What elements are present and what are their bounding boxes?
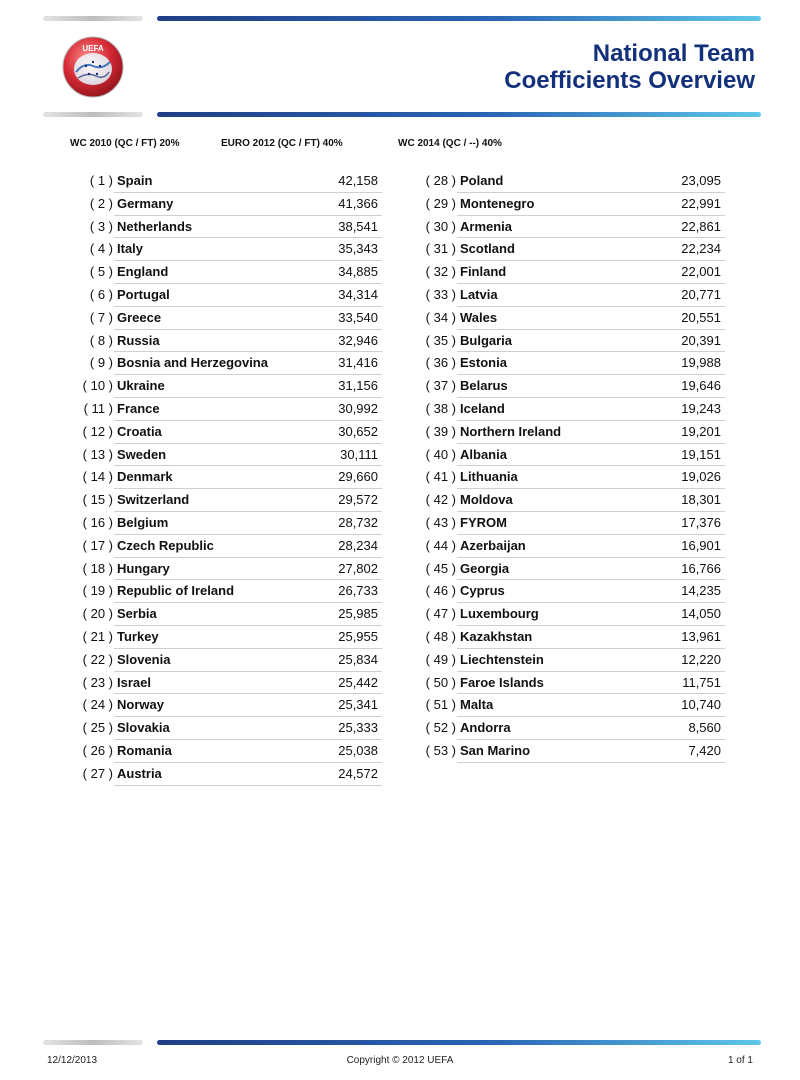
ranking-position: ( 43 ) <box>425 514 456 530</box>
ranking-row-line <box>457 626 725 649</box>
ranking-row-line <box>114 216 382 239</box>
ranking-row-line <box>114 375 382 398</box>
country-name: Bosnia and Herzegovina <box>117 355 268 371</box>
ranking-position: ( 49 ) <box>425 651 456 667</box>
ranking-row <box>415 352 725 375</box>
ranking-row <box>415 489 725 512</box>
country-name: Portugal <box>117 286 170 302</box>
ranking-row-line <box>114 694 382 717</box>
ranking-position: ( 16 ) <box>82 514 113 530</box>
ranking-position: ( 6 ) <box>89 286 113 302</box>
coefficient-value: 34,314 <box>338 286 378 302</box>
footer-divider-blue <box>157 1040 761 1045</box>
ranking-row <box>72 398 382 421</box>
ranking-position: ( 15 ) <box>82 492 113 508</box>
ranking-row <box>415 170 725 193</box>
coefficient-value: 20,771 <box>681 286 721 302</box>
country-name: Germany <box>117 195 174 211</box>
ranking-position: ( 13 ) <box>82 446 113 462</box>
ranking-row <box>72 558 382 581</box>
coefficient-value: 22,001 <box>681 264 721 280</box>
ranking-row <box>415 375 725 398</box>
ranking-column-right <box>415 170 725 763</box>
ranking-position: ( 32 ) <box>425 264 456 280</box>
country-name: Moldova <box>460 492 513 508</box>
ranking-row-line <box>114 352 382 375</box>
country-name: San Marino <box>460 742 531 758</box>
ranking-row-line <box>114 193 382 216</box>
ranking-row-line <box>457 694 725 717</box>
ranking-position: ( 7 ) <box>89 309 113 325</box>
country-name: Faroe Islands <box>460 674 544 690</box>
ranking-position: ( 44 ) <box>425 537 456 553</box>
ranking-row <box>415 603 725 626</box>
ranking-row-line <box>114 444 382 467</box>
coefficient-value: 23,095 <box>681 173 721 188</box>
ranking-row-line <box>114 238 382 261</box>
country-name: Poland <box>460 173 504 188</box>
country-name: Malta <box>460 697 494 713</box>
ranking-row-line <box>114 626 382 649</box>
coefficient-value: 25,038 <box>338 742 378 758</box>
ranking-row-line <box>457 170 725 193</box>
country-name: Sweden <box>117 446 167 462</box>
ranking-row-line <box>457 375 725 398</box>
ranking-row <box>415 535 725 558</box>
ranking-row <box>415 398 725 421</box>
ranking-row-line <box>114 512 382 535</box>
ranking-position: ( 35 ) <box>425 332 456 348</box>
country-name: Switzerland <box>117 492 190 508</box>
ranking-position: ( 31 ) <box>425 241 456 257</box>
country-name: Turkey <box>117 628 159 644</box>
ranking-row <box>72 672 382 695</box>
ranking-row <box>415 466 725 489</box>
ranking-row <box>72 603 382 626</box>
ranking-row <box>415 216 725 239</box>
ranking-row-line <box>457 261 725 284</box>
coefficient-value: 24,572 <box>338 765 378 781</box>
coefficient-value: 31,416 <box>338 355 378 371</box>
ranking-row <box>415 284 725 307</box>
weight-euro2012: EURO 2012 (QC / FT) 40% <box>221 138 343 149</box>
coefficient-value: 25,341 <box>338 697 378 713</box>
coefficient-value: 25,955 <box>338 628 378 644</box>
ranking-row <box>415 672 725 695</box>
coefficient-value: 27,802 <box>338 560 378 576</box>
ranking-position: ( 42 ) <box>425 492 456 508</box>
coefficient-value: 22,861 <box>681 218 721 234</box>
coefficient-value: 25,985 <box>338 606 378 622</box>
ranking-position: ( 34 ) <box>425 309 456 325</box>
ranking-row-line <box>457 717 725 740</box>
ranking-row <box>415 558 725 581</box>
ranking-row-line <box>457 193 725 216</box>
ranking-row <box>415 330 725 353</box>
ranking-position: ( 30 ) <box>425 218 456 234</box>
country-name: Wales <box>460 309 498 325</box>
country-name: Armenia <box>460 218 513 234</box>
footer-divider-grey <box>43 1040 143 1045</box>
ranking-row <box>72 580 382 603</box>
ranking-row-line <box>457 740 725 763</box>
ranking-row-line <box>114 649 382 672</box>
country-name: Albania <box>460 446 507 462</box>
ranking-position: ( 1 ) <box>89 173 113 188</box>
ranking-row-line <box>114 466 382 489</box>
coefficient-value: 10,740 <box>681 697 721 713</box>
ranking-position: ( 19 ) <box>82 583 113 599</box>
coefficient-value: 19,151 <box>681 446 721 462</box>
ranking-row-line <box>114 603 382 626</box>
country-name: Azerbaijan <box>460 537 526 553</box>
country-name: Montenegro <box>460 195 535 211</box>
ranking-row <box>415 626 725 649</box>
ranking-row-line <box>457 603 725 626</box>
coefficient-value: 16,901 <box>681 537 721 553</box>
ranking-row <box>72 512 382 535</box>
ranking-position: ( 27 ) <box>82 765 113 781</box>
ranking-position: ( 5 ) <box>89 264 113 280</box>
coefficient-value: 28,234 <box>338 537 378 553</box>
country-name: Russia <box>117 332 160 348</box>
coefficient-value: 11,751 <box>682 674 721 690</box>
country-name: Israel <box>117 674 151 690</box>
country-name: Scotland <box>460 241 515 257</box>
ranking-row <box>415 694 725 717</box>
country-name: Finland <box>460 264 507 280</box>
logo-text: UEFA <box>82 44 104 53</box>
ranking-row-line <box>457 421 725 444</box>
coefficient-value: 30,652 <box>338 423 378 439</box>
ranking-position: ( 20 ) <box>82 606 113 622</box>
weight-wc2014: WC 2014 (QC / --) 40% <box>398 138 502 149</box>
ranking-row <box>415 421 725 444</box>
ranking-row <box>415 740 725 763</box>
ranking-row <box>72 626 382 649</box>
coefficient-value: 28,732 <box>338 514 378 530</box>
ranking-position: ( 12 ) <box>82 423 113 439</box>
ranking-row <box>72 740 382 763</box>
country-name: Slovakia <box>117 720 170 736</box>
coefficient-value: 38,541 <box>338 218 378 234</box>
ranking-row <box>72 717 382 740</box>
coefficient-value: 17,376 <box>681 514 721 530</box>
ranking-position: ( 41 ) <box>425 469 456 485</box>
ranking-position: ( 23 ) <box>82 674 113 690</box>
ranking-row-line <box>457 238 725 261</box>
footer-date: 12/12/2013 <box>47 1055 98 1066</box>
ranking-row <box>72 330 382 353</box>
ranking-row-line <box>114 580 382 603</box>
coefficient-value: 12,220 <box>681 651 721 667</box>
ranking-position: ( 26 ) <box>82 742 113 758</box>
ranking-row-line <box>114 421 382 444</box>
country-name: Latvia <box>460 286 498 302</box>
country-name: Czech Republic <box>117 537 214 553</box>
ranking-row-line <box>457 398 725 421</box>
coefficient-value: 16,766 <box>681 560 721 576</box>
ranking-row-line <box>114 307 382 330</box>
page-title-line-2: Coefficients Overview <box>504 67 755 94</box>
country-name: Belarus <box>460 378 508 394</box>
coefficient-value: 13,961 <box>681 628 721 644</box>
ranking-position: ( 4 ) <box>89 241 113 257</box>
coefficient-value: 8,560 <box>688 720 721 736</box>
coefficient-value: 32,946 <box>338 332 378 348</box>
ranking-row-line <box>457 307 725 330</box>
ranking-row <box>72 489 382 512</box>
ranking-position: ( 3 ) <box>89 218 113 234</box>
ranking-row <box>72 763 382 786</box>
ranking-row <box>72 193 382 216</box>
ranking-position: ( 25 ) <box>82 720 113 736</box>
country-name: Serbia <box>117 606 157 622</box>
ranking-row-line <box>114 535 382 558</box>
ranking-row-line <box>457 672 725 695</box>
ranking-row-line <box>457 535 725 558</box>
country-name: Italy <box>117 241 144 257</box>
country-name: Austria <box>117 765 162 781</box>
country-name: Netherlands <box>117 218 193 234</box>
country-name: Denmark <box>117 469 173 485</box>
country-name: Croatia <box>117 423 162 439</box>
ranking-row <box>72 649 382 672</box>
footer-copyright: Copyright © 2012 UEFA <box>346 1055 454 1066</box>
ranking-row <box>415 261 725 284</box>
ranking-position: ( 21 ) <box>82 628 113 644</box>
country-name: England <box>117 264 169 280</box>
coefficient-value: 35,343 <box>338 241 378 257</box>
ranking-row <box>72 284 382 307</box>
country-name: Estonia <box>460 355 507 371</box>
country-name: Andorra <box>460 720 511 736</box>
ranking-position: ( 50 ) <box>425 674 456 690</box>
coefficient-value: 7,420 <box>688 742 721 758</box>
ranking-row-line <box>457 352 725 375</box>
ranking-position: ( 33 ) <box>425 286 456 302</box>
coefficient-value: 19,201 <box>681 423 721 439</box>
coefficient-value: 31,156 <box>338 378 378 394</box>
ranking-position: ( 24 ) <box>82 697 113 713</box>
country-name: Slovenia <box>117 651 171 667</box>
ranking-row <box>415 512 725 535</box>
country-name: Iceland <box>460 400 505 416</box>
ranking-position: ( 8 ) <box>89 332 113 348</box>
coefficient-value: 25,834 <box>338 651 378 667</box>
ranking-row-line <box>457 558 725 581</box>
ranking-position: ( 45 ) <box>425 560 456 576</box>
footer-page-number: 1 of 1 <box>727 1055 753 1066</box>
ranking-column-left <box>72 170 382 786</box>
ranking-row-line <box>114 763 382 786</box>
ranking-row-line <box>114 170 382 193</box>
country-name: Hungary <box>117 560 170 576</box>
coefficient-value: 18,301 <box>681 492 721 508</box>
ranking-row-line <box>457 649 725 672</box>
coefficient-value: 19,988 <box>681 355 721 371</box>
ranking-row <box>415 580 725 603</box>
ranking-position: ( 48 ) <box>425 628 456 644</box>
ranking-row-line <box>457 466 725 489</box>
ranking-position: ( 9 ) <box>89 355 113 371</box>
country-name: Georgia <box>460 560 510 576</box>
country-name: Northern Ireland <box>460 423 562 439</box>
country-name: Lithuania <box>460 469 518 485</box>
coefficient-value: 29,572 <box>338 492 378 508</box>
ranking-position: ( 38 ) <box>425 400 456 416</box>
ranking-position: ( 2 ) <box>89 195 113 211</box>
country-name: Liechtenstein <box>460 651 544 667</box>
country-name: Ukraine <box>117 378 165 394</box>
section-divider-blue <box>157 112 761 117</box>
ranking-position: ( 17 ) <box>82 537 113 553</box>
ranking-row <box>415 193 725 216</box>
country-name: Spain <box>117 173 153 188</box>
ranking-position: ( 39 ) <box>425 423 456 439</box>
ranking-row <box>72 352 382 375</box>
ranking-position: ( 53 ) <box>425 742 456 758</box>
country-name: Romania <box>117 742 172 758</box>
ranking-row-line <box>114 261 382 284</box>
ranking-row <box>415 307 725 330</box>
country-name: Norway <box>117 697 164 713</box>
coefficient-value: 26,733 <box>338 583 378 599</box>
weight-wc2010: WC 2010 (QC / FT) 20% <box>70 138 180 149</box>
coefficient-value: 19,646 <box>681 378 721 394</box>
country-name: Belgium <box>117 514 169 530</box>
ranking-row <box>415 717 725 740</box>
ranking-row-line <box>114 489 382 512</box>
country-name: FYROM <box>460 514 507 530</box>
ranking-position: ( 28 ) <box>425 173 456 188</box>
coefficient-value: 19,243 <box>681 400 721 416</box>
country-name: Republic of Ireland <box>117 583 235 599</box>
coefficient-value: 20,391 <box>681 332 721 348</box>
coefficient-value: 30,992 <box>338 400 378 416</box>
section-divider-grey <box>43 112 143 117</box>
ranking-row <box>72 694 382 717</box>
ranking-position: ( 51 ) <box>425 697 456 713</box>
ranking-position: ( 11 ) <box>83 400 113 416</box>
uefa-logo-icon <box>62 36 124 98</box>
ranking-position: ( 10 ) <box>82 378 113 394</box>
coefficient-value: 25,333 <box>338 720 378 736</box>
ranking-row <box>72 535 382 558</box>
ranking-row <box>415 649 725 672</box>
ranking-row <box>72 375 382 398</box>
ranking-position: ( 29 ) <box>425 195 456 211</box>
ranking-position: ( 22 ) <box>82 651 113 667</box>
ranking-row <box>72 216 382 239</box>
ranking-position: ( 52 ) <box>425 720 456 736</box>
coefficient-value: 19,026 <box>681 469 721 485</box>
ranking-row-line <box>457 489 725 512</box>
ranking-row-line <box>114 558 382 581</box>
coefficient-value: 22,991 <box>681 195 721 211</box>
ranking-row <box>415 444 725 467</box>
ranking-row-line <box>457 216 725 239</box>
country-name: France <box>117 400 160 416</box>
ranking-position: ( 18 ) <box>82 560 113 576</box>
ranking-row-line <box>114 284 382 307</box>
ranking-row <box>72 421 382 444</box>
country-name: Luxembourg <box>460 606 539 622</box>
coefficient-value: 30,111 <box>340 446 378 462</box>
ranking-row-line <box>457 284 725 307</box>
ranking-row-line <box>457 512 725 535</box>
coefficient-value: 41,366 <box>338 195 378 211</box>
coefficient-value: 14,050 <box>681 606 721 622</box>
ranking-row-line <box>114 672 382 695</box>
ranking-row-line <box>457 580 725 603</box>
country-name: Kazakhstan <box>460 628 533 644</box>
ranking-row-line <box>114 717 382 740</box>
coefficient-value: 33,540 <box>338 309 378 325</box>
ranking-row <box>72 444 382 467</box>
ranking-row-line <box>457 330 725 353</box>
ranking-position: ( 14 ) <box>82 469 113 485</box>
header-divider-grey <box>43 16 143 21</box>
ranking-row <box>72 307 382 330</box>
ranking-row-line <box>114 398 382 421</box>
ranking-position: ( 46 ) <box>425 583 456 599</box>
coefficient-value: 29,660 <box>338 469 378 485</box>
ranking-row <box>72 466 382 489</box>
ranking-row <box>415 238 725 261</box>
coefficient-value: 22,234 <box>681 241 721 257</box>
ranking-row <box>72 238 382 261</box>
page-title-line-1: National Team <box>592 40 755 67</box>
coefficient-value: 42,158 <box>338 173 378 188</box>
ranking-row-line <box>457 444 725 467</box>
coefficient-value: 25,442 <box>338 674 378 690</box>
ranking-row <box>72 170 382 193</box>
ranking-row-line <box>114 330 382 353</box>
ranking-position: ( 47 ) <box>425 606 456 622</box>
country-name: Greece <box>117 309 162 325</box>
coefficient-value: 14,235 <box>681 583 721 599</box>
coefficient-value: 20,551 <box>681 309 721 325</box>
ranking-row <box>72 261 382 284</box>
ranking-row-line <box>114 740 382 763</box>
header-divider-blue <box>157 16 761 21</box>
ranking-position: ( 37 ) <box>425 378 456 394</box>
coefficient-value: 34,885 <box>338 264 378 280</box>
ranking-position: ( 36 ) <box>425 355 456 371</box>
country-name: Bulgaria <box>460 332 513 348</box>
page-title <box>504 40 755 94</box>
ranking-position: ( 40 ) <box>425 446 456 462</box>
country-name: Cyprus <box>460 583 505 599</box>
